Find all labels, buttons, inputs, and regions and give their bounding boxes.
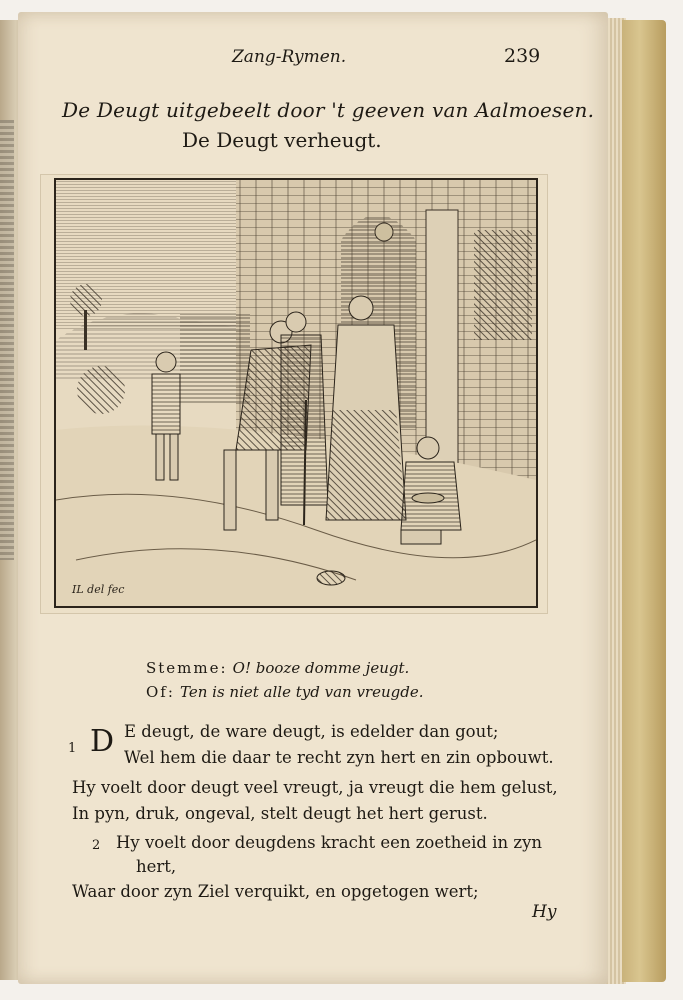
tune-of-label: Of:	[146, 683, 175, 701]
verse-line-1: E deugt, de ware deugt, is edelder dan gout;	[124, 722, 499, 741]
verse-line-7: Waar door zyn Ziel verquikt, en opgetogen wert;	[72, 882, 479, 901]
window	[474, 230, 532, 340]
verse-line-3: Hy voelt door deugt veel vreugt, ja vreugt die hem gelust,	[72, 778, 558, 797]
page-number: 239	[504, 45, 541, 67]
verse-line-4: In pyn, druk, ongeval, stelt deugt het hert gerust.	[72, 804, 488, 823]
tune-of	[146, 682, 423, 701]
catchword: Hy	[532, 902, 557, 922]
engraving-scene	[56, 180, 536, 606]
verse-line-6: hert,	[136, 857, 177, 876]
tune-stemme-text: O! booze domme jeugt.	[232, 659, 410, 677]
stanza-2-number: 2	[92, 838, 101, 853]
tune-stemme-label: Stemme:	[146, 659, 228, 677]
tune-of-text: Ten is niet alle tyd van vreugde.	[180, 683, 424, 701]
emblem-title: De Deugt uitgebeelt door 't geeven van Aalmoesen.	[62, 98, 595, 122]
engraving-alms-giving	[54, 178, 538, 608]
figure-woman-giving-alms	[326, 296, 406, 520]
engraver-signature: IL del fec	[72, 583, 125, 596]
vellum-cover	[622, 20, 666, 982]
stanza-1-number: 1	[68, 741, 77, 756]
gate	[180, 314, 250, 404]
verse-line-5: Hy voelt door deugdens kracht een zoetheid in zyn	[116, 833, 543, 852]
running-head: Zang-Rymen.	[232, 47, 347, 67]
stone	[317, 571, 345, 585]
facing-page-plate-edge	[0, 120, 14, 560]
tune-stemme	[146, 658, 409, 677]
verse-line-2: Wel hem die daar te recht zyn hert en zin opbouwt.	[124, 748, 554, 767]
drop-cap: D	[90, 724, 115, 759]
bush	[77, 366, 125, 414]
figure-old-man	[281, 312, 328, 505]
emblem-motto: De Deugt verheugt.	[182, 128, 382, 152]
bust	[375, 223, 393, 241]
